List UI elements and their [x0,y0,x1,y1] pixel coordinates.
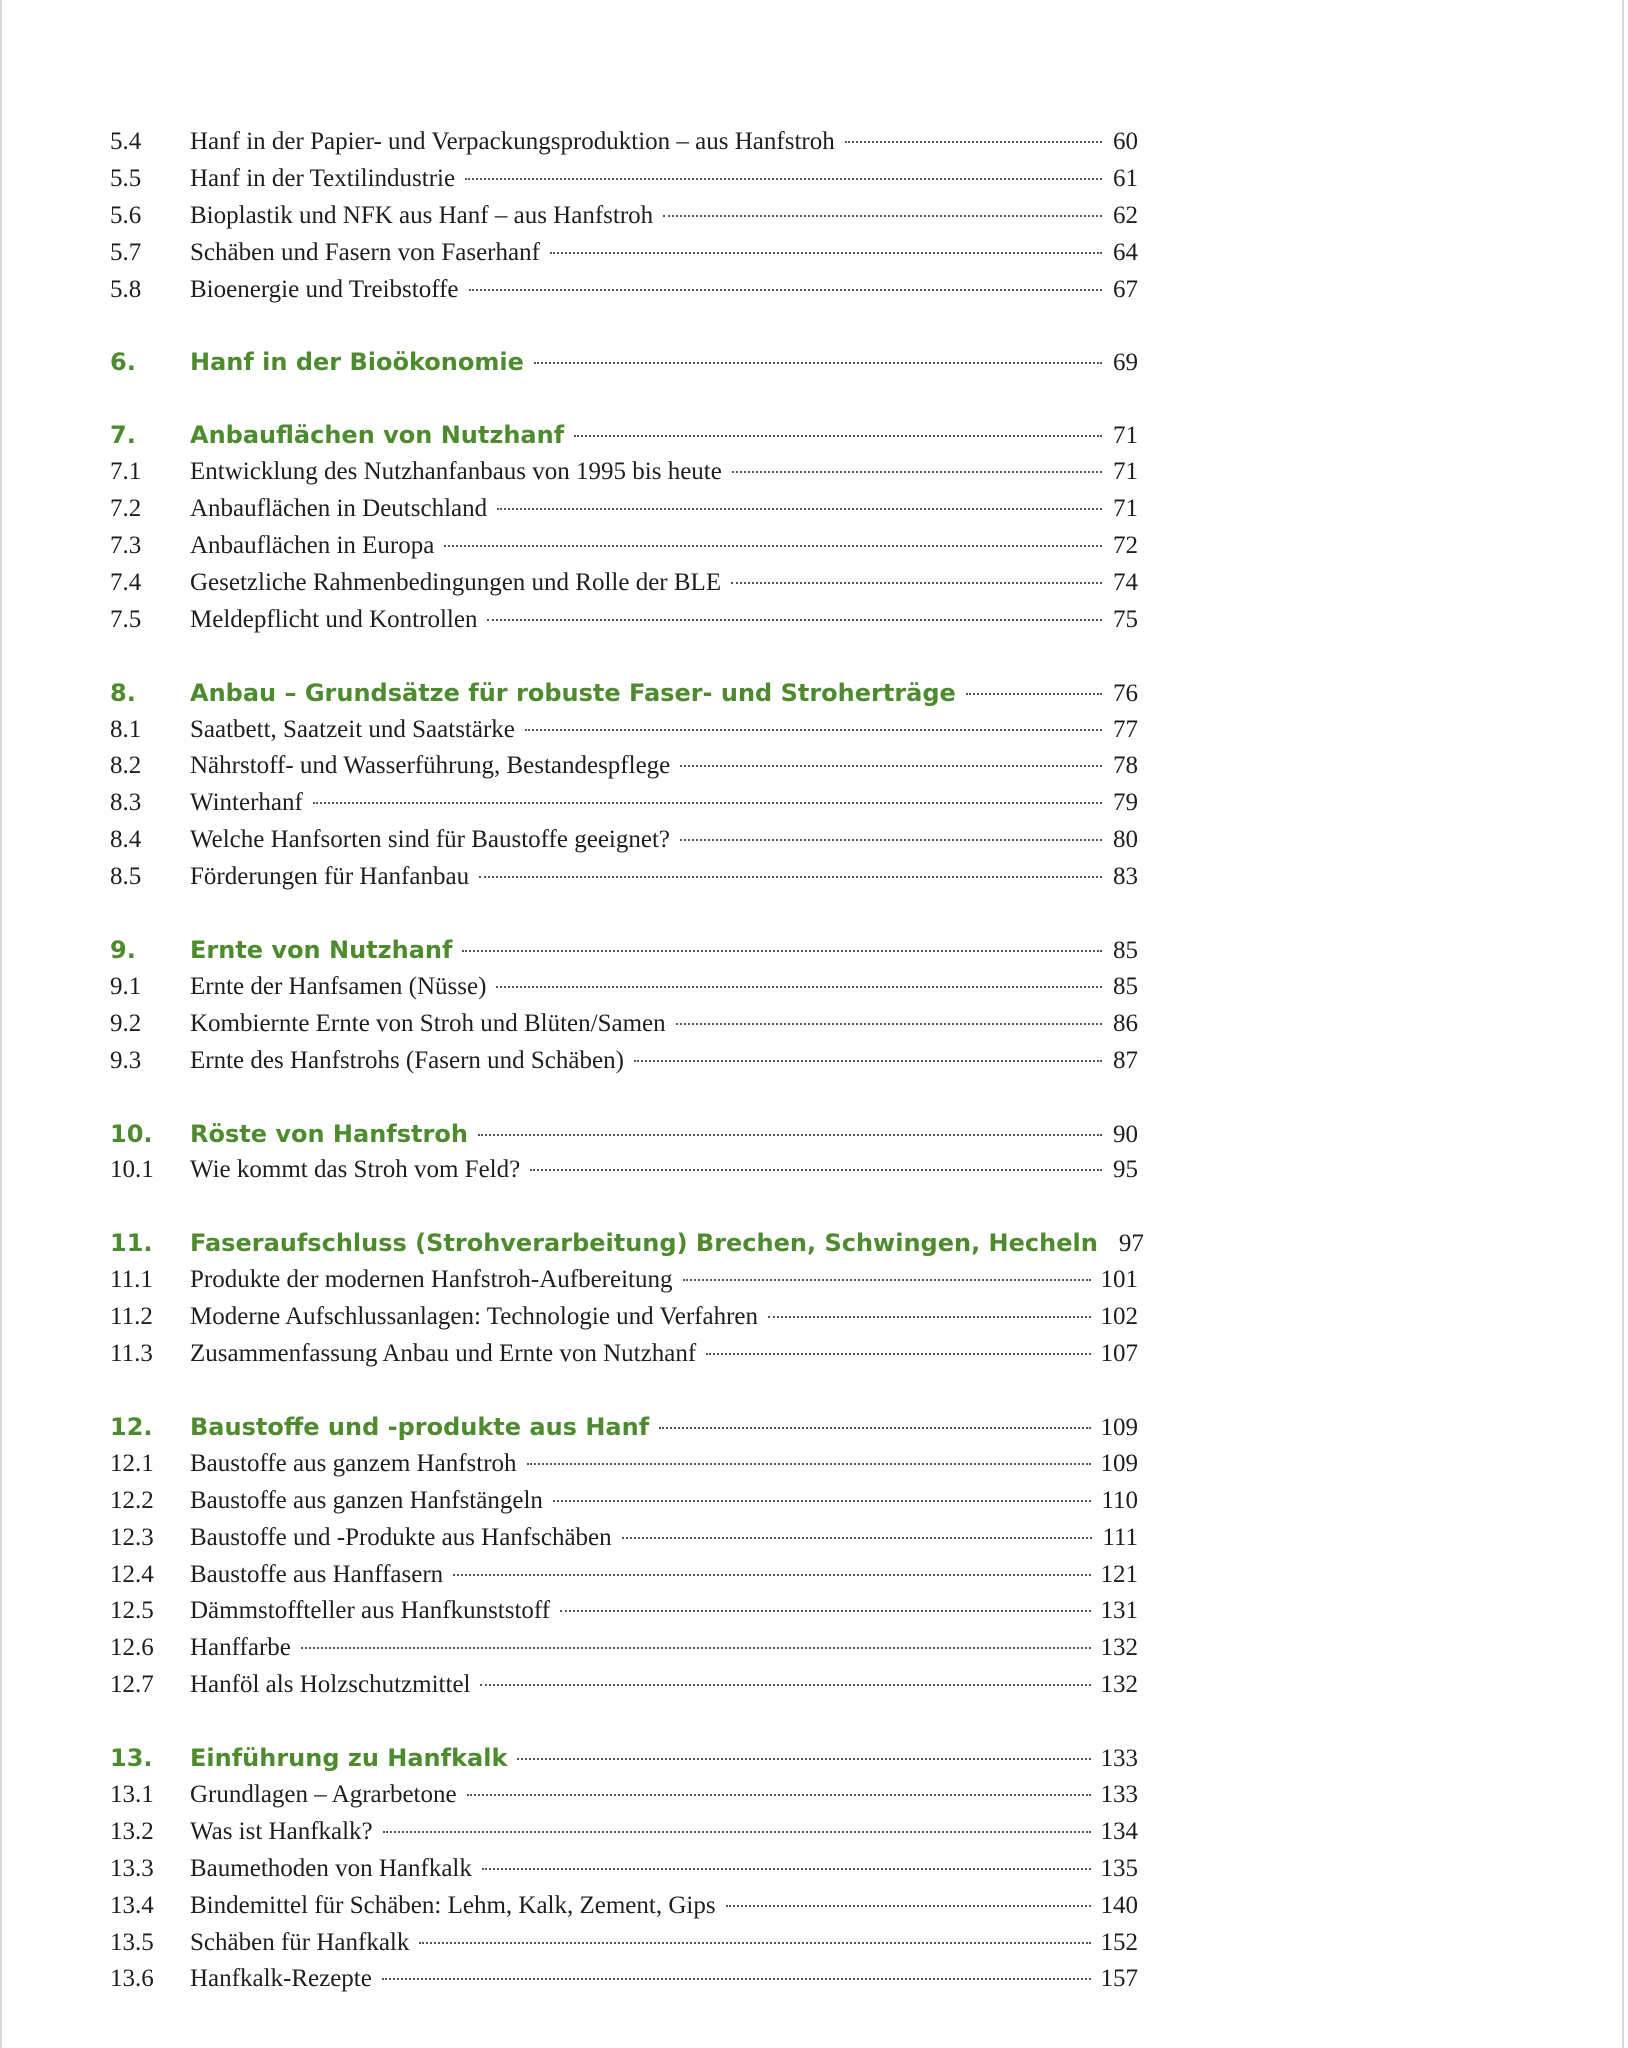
toc-section-row [110,826,1138,863]
toc-entry-page: 157 [1100,1965,1138,1993]
toc-entry-number: 7.4 [110,568,142,596]
toc-section-row [110,1487,1138,1524]
toc-entry-page: 67 [1113,275,1138,303]
toc-entry-number: 12.1 [110,1449,154,1477]
toc-section-row [110,752,1138,789]
toc-entry-number: 8.4 [110,826,142,854]
toc-section-row [110,1156,1138,1193]
toc-entry-number: 5.7 [110,238,142,266]
toc-entry-title: Schäben für Hanfkalk [190,1928,410,1956]
toc-leader-dots [301,1647,1091,1649]
toc-section-row [110,1781,1138,1818]
toc-entry-number: 12.2 [110,1486,154,1514]
toc-leader-dots [453,1574,1090,1576]
toc-entry-title: Röste von Hanfstroh [190,1119,468,1148]
toc-leader-dots [462,950,1102,952]
toc-leader-dots [467,1794,1091,1796]
toc-entry-number: 7.2 [110,495,142,523]
toc-entry-page: 109 [1100,1413,1138,1441]
toc-leader-dots [680,839,1102,841]
toc-entry-title: Kombiernte Ernte von Stroh und Blüten/Samen [190,1009,666,1037]
toc-entry-number: 12.6 [110,1634,154,1662]
toc-section-row [110,495,1138,532]
toc-entry-title: Entwicklung des Nutzhanfanbaus von 1995 bis heute [190,458,722,486]
toc-entry-title: Einführung zu Hanfkalk [190,1744,508,1773]
toc-entry-number: 5.8 [110,275,142,303]
toc-leader-dots [574,435,1102,437]
toc-leader-dots [534,362,1102,364]
toc-chapter-row [110,936,1138,973]
toc-entry-title: Wie kommt das Stroh vom Feld? [190,1156,521,1184]
toc-entry-number: 12.7 [110,1671,154,1699]
toc-leader-dots [732,471,1102,473]
toc-entry-number: 9.2 [110,1009,142,1037]
toc-leader-dots [680,765,1102,767]
toc-entry-page: 75 [1113,605,1138,633]
toc-entry-title: Anbauflächen in Europa [190,532,435,560]
toc-section-row [110,1634,1138,1671]
toc-entry-number: 7.1 [110,458,142,486]
toc-entry-page: 134 [1100,1817,1138,1845]
toc-leader-dots [550,252,1102,254]
toc-entry-number: 7.5 [110,605,142,633]
toc-entry-number: 13.1 [110,1780,154,1808]
toc-entry-page: 62 [1113,201,1138,229]
toc-entry-title: Schäben und Fasern von Faserhanf [190,238,540,266]
toc-entry-page: 72 [1113,532,1138,560]
toc-section-row [110,1266,1138,1303]
toc-entry-number: 11.3 [110,1340,153,1368]
toc-entry-page: 111 [1102,1523,1138,1551]
toc-entry-number: 6. [110,348,136,377]
toc-leader-dots [383,1831,1091,1833]
toc-entry-number: 8.3 [110,789,142,817]
toc-entry-page: 140 [1100,1891,1138,1919]
toc-leader-dots [313,802,1102,804]
toc-section-row [110,606,1138,643]
toc-section-row [110,458,1138,495]
toc-entry-title: Meldepflicht und Kontrollen [190,605,478,633]
toc-section-row [110,1597,1138,1634]
toc-section-row [110,863,1138,900]
toc-section-row [110,1671,1138,1708]
toc-entry-title: Anbauflächen von Nutzhanf [190,421,565,450]
toc-leader-dots [726,1905,1091,1907]
toc-section-row [110,276,1138,313]
toc-section-row [110,165,1138,202]
toc-leader-dots [706,1353,1090,1355]
toc-section-row [110,1340,1138,1377]
toc-entry-number: 8.5 [110,863,142,891]
toc-chapter-row [110,421,1138,458]
toc-entry-number: 10.1 [110,1156,154,1184]
toc-entry-title: Ernte der Hanfsamen (Nüsse) [190,972,487,1000]
toc-section-row [110,1047,1138,1084]
toc-chapter-row [110,348,1138,385]
toc-entry-title: Hanf in der Textilindustrie [190,164,456,192]
toc-entry-title: Bioplastik und NFK aus Hanf – aus Hanfstroh [190,201,654,229]
toc-leader-dots [497,508,1102,510]
toc-entry-number: 13.4 [110,1891,154,1919]
toc-chapter-row [110,679,1138,716]
toc-leader-dots [517,1758,1090,1760]
toc-entry-page: 61 [1113,164,1138,192]
toc-entry-title: Gesetzliche Rahmenbedingungen und Rolle der BLE [190,568,722,596]
toc-entry-title: Hanföl als Holzschutzmittel [190,1671,471,1699]
toc-entry-title: Winterhanf [190,789,303,817]
toc-leader-dots [478,1134,1102,1136]
toc-entry-number: 9.1 [110,972,142,1000]
toc-entry-page: 79 [1113,789,1138,817]
toc-entry-page: 109 [1100,1449,1138,1477]
toc-leader-dots [530,1169,1102,1171]
toc-leader-dots [496,986,1102,988]
toc-leader-dots [482,1868,1091,1870]
toc-leader-dots [527,1463,1091,1465]
toc-leader-dots [966,693,1102,695]
toc-entry-page: 74 [1113,568,1138,596]
toc-leader-dots [560,1610,1090,1612]
toc-entry-page: 71 [1113,422,1138,450]
toc-leader-dots [487,619,1102,621]
toc-entry-page: 152 [1100,1928,1138,1956]
toc-entry-number: 13. [110,1744,153,1773]
toc-entry-title: Baustoffe aus ganzem Hanfstroh [190,1449,517,1477]
toc-entry-page: 131 [1100,1597,1138,1625]
toc-section-row [110,1855,1138,1892]
toc-entry-page: 77 [1113,715,1138,743]
toc-chapter-row [110,1744,1138,1781]
toc-entry-page: 121 [1100,1560,1138,1588]
toc-entry-number: 9.3 [110,1046,142,1074]
toc-entry-page: 133 [1100,1745,1138,1773]
toc-section-row [110,239,1138,276]
toc-entry-title: Grundlagen – Agrarbetone [190,1780,457,1808]
toc-leader-dots [382,1978,1091,1980]
toc-entry-page: 83 [1113,863,1138,891]
toc-entry-page: 60 [1113,128,1138,155]
toc-entry-number: 8. [110,678,136,707]
toc-entry-page: 85 [1113,972,1138,1000]
toc-section-row [110,1450,1138,1487]
toc-entry-title: Was ist Hanfkalk? [190,1817,373,1845]
toc-entry-title: Bindemittel für Schäben: Lehm, Kalk, Zement, Gips [190,1891,716,1919]
toc-leader-dots [731,582,1102,584]
toc-entry-page: 133 [1100,1780,1138,1808]
toc-entry-number: 13.5 [110,1928,154,1956]
toc-entry-number: 13.3 [110,1854,154,1882]
toc-entry-title: Saatbett, Saatzeit und Saatstärke [190,715,515,743]
toc-section-row [110,1010,1138,1047]
toc-leader-dots [419,1942,1090,1944]
toc-entry-title: Hanf in der Papier- und Verpackungsproduktion – aus Hanfstroh [190,128,835,155]
toc-entry-title: Moderne Aufschlussanlagen: Technologie und Verfahren [190,1303,759,1331]
toc-section-row [110,973,1138,1010]
toc-section-row [110,128,1138,165]
toc-leader-dots [768,1316,1090,1318]
toc-entry-title: Hanffarbe [190,1634,291,1662]
toc-chapter-row [110,1120,1138,1157]
toc-entry-number: 12. [110,1412,153,1441]
toc-entry-title: Dämmstoffteller aus Hanfkunststoff [190,1597,551,1625]
toc-section-row [110,202,1138,239]
toc-entry-number: 11.1 [110,1266,153,1294]
toc-entry-title: Ernte von Nutzhanf [190,936,453,965]
toc-entry-number: 5.6 [110,201,142,229]
toc-leader-dots [622,1537,1093,1539]
toc-entry-title: Anbauflächen in Deutschland [190,495,488,523]
toc-entry-title: Produkte der modernen Hanfstroh-Aufbereitung [190,1266,673,1294]
toc-section-row [110,532,1138,569]
toc-entry-number: 9. [110,936,136,965]
toc-section-row [110,716,1138,753]
toc-section-row [110,1818,1138,1855]
toc-entry-page: 64 [1113,238,1138,266]
toc-section-row [110,569,1138,606]
toc-entry-number: 8.2 [110,752,142,780]
toc-entry-number: 5.4 [110,128,142,155]
toc-leader-dots [479,876,1102,878]
toc-entry-page: 107 [1100,1340,1138,1368]
toc-leader-dots [663,215,1102,217]
toc-entry-number: 13.6 [110,1965,154,1993]
toc-entry-page: 69 [1113,349,1138,377]
toc-entry-title: Ernte des Hanfstrohs (Fasern und Schäben) [190,1046,624,1074]
toc-entry-page: 95 [1113,1156,1138,1184]
toc-entry-title: Förderungen für Hanfanbau [190,863,470,891]
toc-entry-title: Baustoffe und -Produkte aus Hanfschäben [190,1523,612,1551]
toc-entry-title: Nährstoff- und Wasserführung, Bestandespflege [190,752,671,780]
toc-entry-page: 87 [1113,1046,1138,1074]
toc-entry-number: 11.2 [110,1303,153,1331]
toc-entry-number: 8.1 [110,715,142,743]
toc-chapter-row [110,1229,1144,1266]
toc-entry-title: Baustoffe aus ganzen Hanfstängeln [190,1486,543,1514]
toc-entry-number: 7.3 [110,532,142,560]
toc-entry-page: 78 [1113,752,1138,780]
toc-leader-dots [444,545,1102,547]
toc-entry-title: Bioenergie und Treibstoffe [190,275,459,303]
toc-entry-page: 80 [1113,826,1138,854]
toc-leader-dots [676,1023,1102,1025]
toc-entry-title: Hanf in der Bioökonomie [190,348,524,377]
toc-entry-title: Zusammenfassung Anbau und Ernte von Nutzhanf [190,1340,697,1368]
toc-leader-dots [634,1060,1102,1062]
toc-leader-dots [553,1500,1092,1502]
toc-entry-page: 132 [1100,1634,1138,1662]
toc-entry-title: Hanfkalk-Rezepte [190,1965,372,1993]
toc-chapter-row [110,1413,1138,1450]
toc-leader-dots [683,1279,1091,1281]
toc-section-row [110,1929,1138,1966]
toc-entry-number: 7. [110,421,136,450]
toc-entry-page: 102 [1100,1303,1138,1331]
toc-leader-dots [525,729,1102,731]
toc-entry-page: 110 [1101,1486,1138,1514]
toc-entry-page: 86 [1113,1009,1138,1037]
toc-entry-title: Baustoffe aus Hanffasern [190,1560,444,1588]
toc-entry-title: Baumethoden von Hanfkalk [190,1854,472,1882]
toc-leader-dots [480,1684,1090,1686]
toc-entry-number: 12.3 [110,1523,154,1551]
toc-entry-page: 71 [1113,458,1138,486]
toc-section-row [110,1892,1138,1929]
toc-entry-number: 10. [110,1119,153,1148]
toc-entry-page: 97 [1118,1230,1144,1258]
toc-entry-page: 101 [1100,1266,1138,1294]
table-of-contents [110,128,1144,2002]
toc-leader-dots [659,1427,1090,1429]
toc-entry-page: 85 [1113,937,1138,965]
toc-entry-title: Baustoffe und -produkte aus Hanf [190,1412,650,1441]
toc-section-row [110,1561,1138,1598]
toc-leader-dots [465,178,1102,180]
toc-entry-page: 76 [1113,679,1138,707]
toc-entry-number: 12.4 [110,1560,154,1588]
toc-entry-page: 90 [1113,1120,1138,1148]
toc-leader-dots [845,141,1102,143]
toc-entry-title: Welche Hanfsorten sind für Baustoffe geeignet? [190,826,670,854]
toc-section-row [110,1303,1138,1340]
toc-entry-number: 11. [110,1229,153,1258]
toc-entry-title: Anbau – Grundsätze für robuste Faser- und Stroherträge [190,678,956,707]
toc-entry-number: 5.5 [110,164,142,192]
toc-section-row [110,1524,1138,1561]
toc-section-row [110,1965,1138,2002]
toc-entry-title: Faseraufschluss (Strohverarbeitung) Brechen, Schwingen, Hecheln [190,1229,1098,1258]
toc-entry-page: 135 [1100,1854,1138,1882]
toc-section-row [110,789,1138,826]
toc-entry-number: 12.5 [110,1597,154,1625]
toc-entry-page: 132 [1100,1671,1138,1699]
toc-leader-dots [469,289,1102,291]
toc-entry-number: 13.2 [110,1817,154,1845]
toc-entry-page: 71 [1113,495,1138,523]
